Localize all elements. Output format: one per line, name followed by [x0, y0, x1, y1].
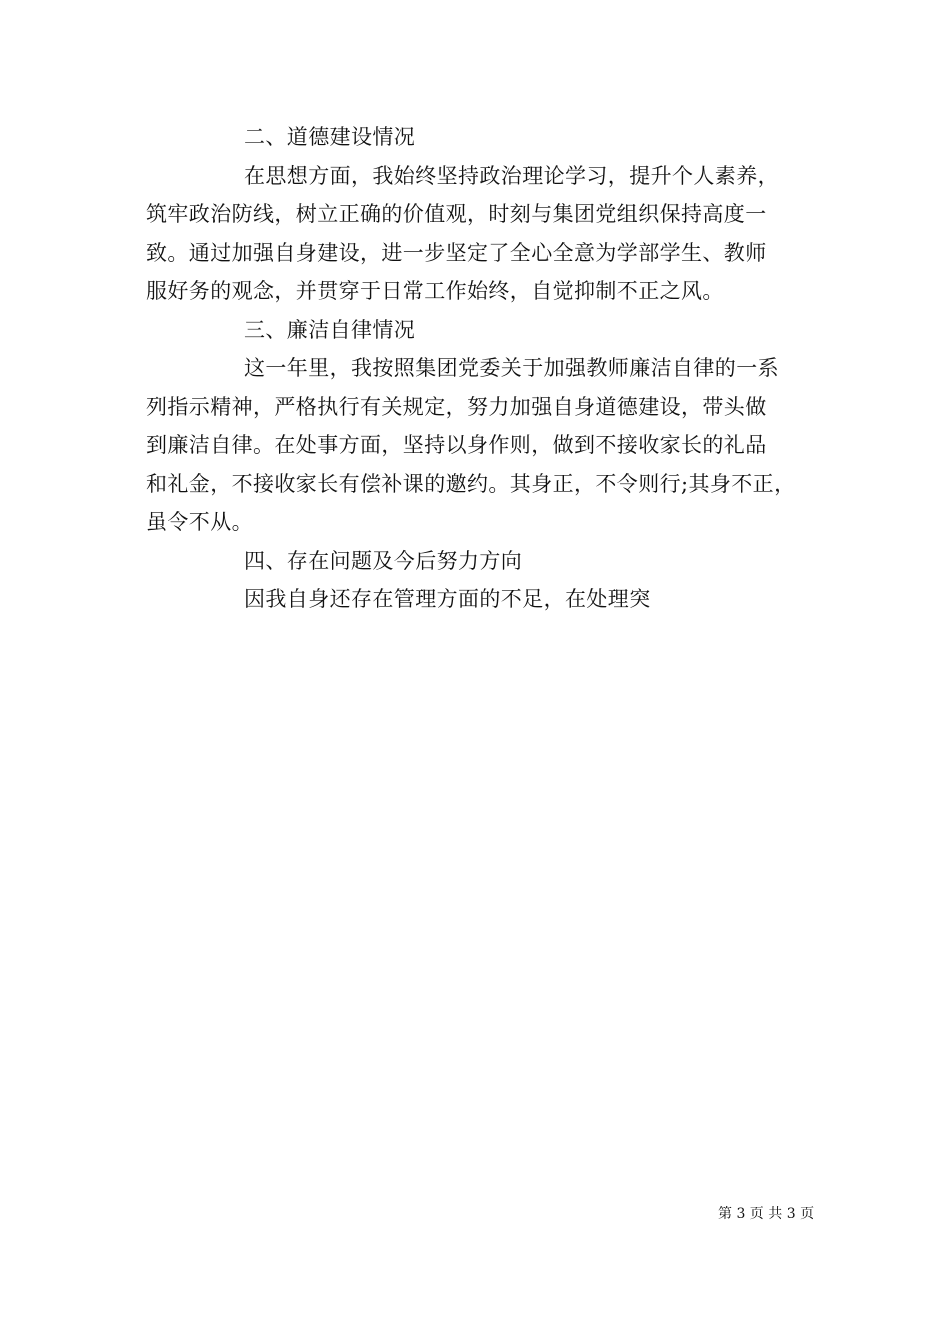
paragraph-line: 虽令不从。 — [146, 510, 253, 534]
section-heading-integrity-self-discipline: 三、廉洁自律情况 — [244, 317, 416, 342]
paragraph-line: 致。通过加强自身建设，进一步坚定了全心全意为学部学生、教师 — [146, 240, 767, 265]
paragraph-line: 服好务的观念，并贯穿于日常工作始终，自觉抑制不正之风。 — [146, 279, 724, 303]
section-heading-moral-construction: 二、道德建设情况 — [244, 125, 416, 149]
paragraph-line: 这一年里，我按照集团党委关于加强教师廉洁自律的一系 — [244, 356, 779, 380]
page-number-footer: 第 3 页 共 3 页 — [718, 1206, 815, 1222]
paragraph-line: 到廉洁自律。在处事方面，坚持以身作则，做到不接收家长的礼品 — [146, 433, 767, 457]
document-body — [146, 118, 826, 619]
paragraph-line: 筑牢政治防线，树立正确的价值观，时刻与集团党组织保持高度一 — [146, 202, 767, 226]
paragraph-line: 在思想方面，我始终坚持政治理论学习，提升个人素养， — [244, 163, 779, 188]
paragraph-line: 和礼金，不接收家长有偿补课的邀约。其身正，不令则行;其身不正， — [146, 471, 796, 496]
paragraph-line: 因我自身还存在管理方面的不足，在处理突 — [244, 587, 651, 611]
paragraph-line: 列指示精神，严格执行有关规定，努力加强自身道德建设，带头做 — [146, 394, 767, 419]
section-heading-problems-and-direction: 四、存在问题及今后努力方向 — [244, 548, 523, 573]
